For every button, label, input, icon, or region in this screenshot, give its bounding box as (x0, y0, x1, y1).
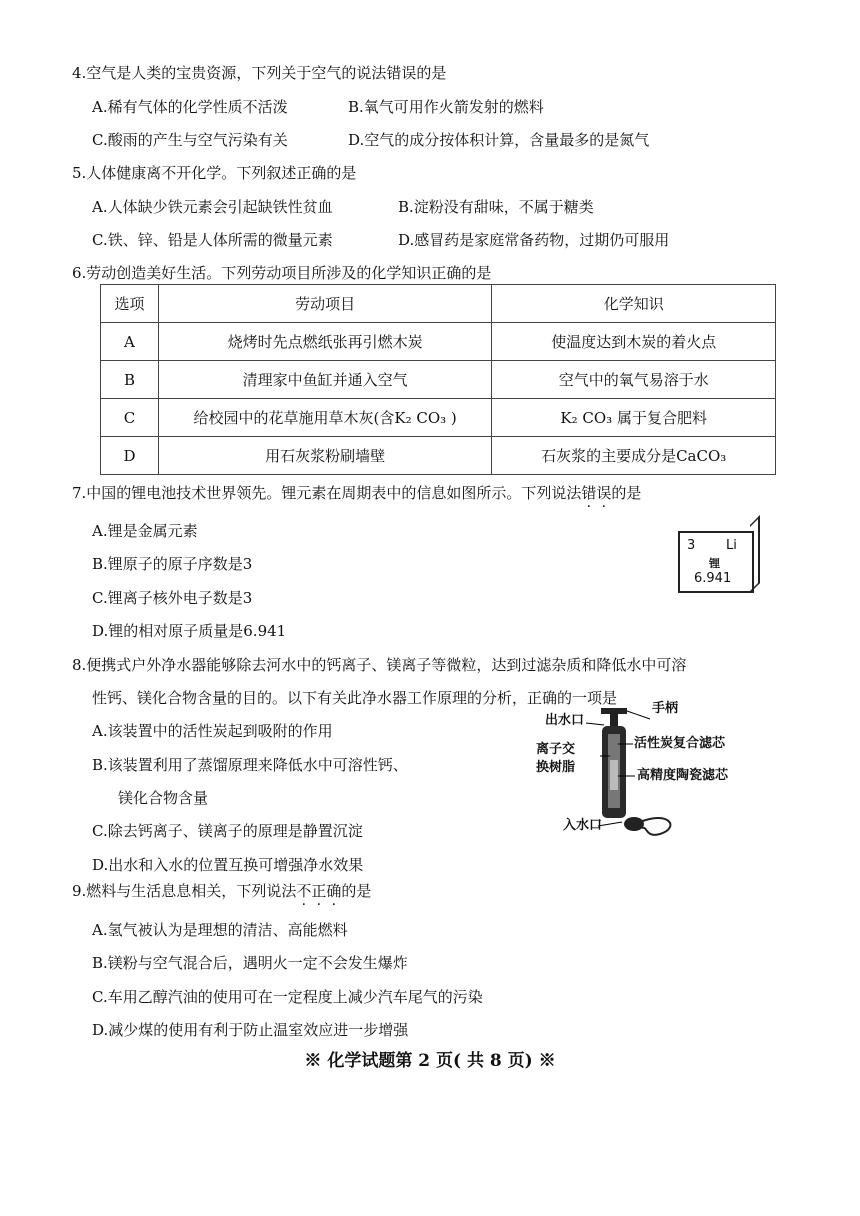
table-row (101, 361, 776, 399)
q9-option-c: C.车用乙醇汽油的使用可在一定程度上减少汽车尾气的污染 (92, 988, 483, 1006)
q4-option-d: D.空气的成分按体积计算，含量最多的是氮气 (348, 131, 650, 149)
q9-option-b: B.镁粉与空气混合后，遇明火一定不会发生爆炸 (92, 954, 408, 972)
table-cell: D (101, 437, 159, 475)
inlet-hose (640, 818, 670, 835)
element-name: 锂 (709, 557, 720, 570)
table-header-cell: 化学知识 (492, 285, 776, 323)
table-cell: B (101, 361, 159, 399)
label-handle: 手柄 (652, 701, 679, 716)
q9-stem-text: 9.燃料与生活息息相关，下列说法 (72, 882, 297, 900)
table-cell: 石灰浆的主要成分是CaCO₃ (492, 437, 776, 475)
emphasis-dots: · · (586, 499, 607, 515)
q5-option-c: C.铁、锌、铅是人体所需的微量元素 (92, 231, 333, 249)
q9-stem-end: 的是 (341, 882, 372, 900)
q7-stem-end: 的是 (611, 484, 642, 502)
q8-option-c: C.除去钙离子、镁离子的原理是静置沉淀 (92, 822, 363, 840)
table-cell: K₂ CO₃ 属于复合肥料 (492, 399, 776, 437)
q7-emphasis (581, 484, 612, 515)
q5-option-d: D.感冒药是家庭常备药物，过期仍可服用 (398, 231, 670, 249)
q7-option-c: C.锂离子核外电子数是3 (92, 589, 253, 607)
q9-option-d: D.减少煤的使用有利于防止温室效应进一步增强 (92, 1021, 409, 1039)
table-cell: C (101, 399, 159, 437)
atomic-number: 3 (687, 538, 696, 553)
table-cell: 用石灰浆粉刷墙壁 (158, 437, 491, 475)
q4-stem: 4.空气是人类的宝贵资源，下列关于空气的说法错误的是 (72, 64, 447, 82)
table-cell: 清理家中鱼缸并通入空气 (158, 361, 491, 399)
q7-emphasis-text: 错误 (581, 484, 612, 502)
q8-stem-line2: 性钙、镁化合物含量的目的。以下有关此净水器工作原理的分析，正确的一项是 (92, 689, 618, 707)
label-resin-2: 换树脂 (536, 760, 576, 775)
table-row (101, 437, 776, 475)
label-inlet: 入水口 (563, 818, 603, 833)
q9-emphasis-text: 不正确 (296, 882, 342, 900)
q4-option-b: B.氧气可用作火箭发射的燃料 (348, 98, 544, 116)
q7-option-d: D.锂的相对原子质量是6.941 (92, 622, 287, 640)
page-footer: ※ 化学试题第 2 页( 共 8 页) ※ (304, 1051, 556, 1071)
element-symbol: Li (726, 538, 737, 553)
q7-option-b: B.锂原子的原子序数是3 (92, 555, 253, 573)
pump-bulb (624, 817, 644, 831)
table-header-row (101, 285, 776, 323)
q4-option-c: C.酸雨的产生与空气污染有关 (92, 131, 288, 149)
table-header-cell: 劳动项目 (158, 285, 491, 323)
q5-option-b: B.淀粉没有甜味，不属于糖类 (398, 198, 594, 216)
q8-option-b-line2: 镁化合物含量 (118, 789, 209, 807)
label-ceramic-filter: 高精度陶瓷滤芯 (637, 768, 729, 783)
q4-option-a: A.稀有气体的化学性质不活泼 (92, 98, 288, 116)
q8-option-d: D.出水和入水的位置互换可增强净水效果 (92, 856, 364, 874)
q6-table (100, 284, 776, 475)
lithium-element-card (678, 531, 754, 593)
handle-bar (601, 708, 627, 714)
q5-stem: 5.人体健康离不开化学。下列叙述正确的是 (72, 164, 357, 182)
q8-option-a: A.该装置中的活性炭起到吸附的作用 (92, 722, 333, 740)
atomic-mass: 6.941 (694, 571, 732, 586)
q6-stem: 6.劳动创造美好生活。下列劳动项目所涉及的化学知识正确的是 (72, 264, 492, 282)
q9-stem (72, 880, 372, 913)
q9-emphasis (296, 882, 342, 913)
label-outlet: 出水口 (545, 713, 585, 728)
q8-stem-line1: 8.便携式户外净水器能够除去河水中的钙离子、镁离子等微粒，达到过滤杂质和降低水中可溶 (72, 656, 687, 674)
table-cell: 使温度达到木炭的着火点 (492, 323, 776, 361)
table-row (101, 323, 776, 361)
label-resin-1: 离子交 (536, 742, 576, 757)
table-row (101, 399, 776, 437)
q7-stem (72, 482, 642, 515)
table-cell: 给校园中的花草施用草木灰(含K₂ CO₃ ) (158, 399, 491, 437)
emphasis-dots: · · · (301, 897, 337, 913)
table-cell: 烧烤时先点燃纸张再引燃木炭 (158, 323, 491, 361)
q7-option-a: A.锂是金属元素 (92, 522, 198, 540)
table-cell: A (101, 323, 159, 361)
q5-option-a: A.人体缺少铁元素会引起缺铁性贫血 (92, 198, 333, 216)
q7-stem-text: 7.中国的锂电池技术世界领先。锂元素在周期表中的信息如图所示。下列说法 (72, 484, 582, 502)
label-carbon-filter: 活性炭复合滤芯 (634, 736, 726, 751)
q8-option-b-line1: B.该装置利用了蒸馏原理来降低水中可溶性钙、 (92, 756, 408, 774)
table-header-cell: 选项 (101, 285, 159, 323)
table-cell: 空气中的氧气易溶于水 (492, 361, 776, 399)
q9-option-a: A.氢气被认为是理想的清洁、高能燃料 (92, 921, 348, 939)
